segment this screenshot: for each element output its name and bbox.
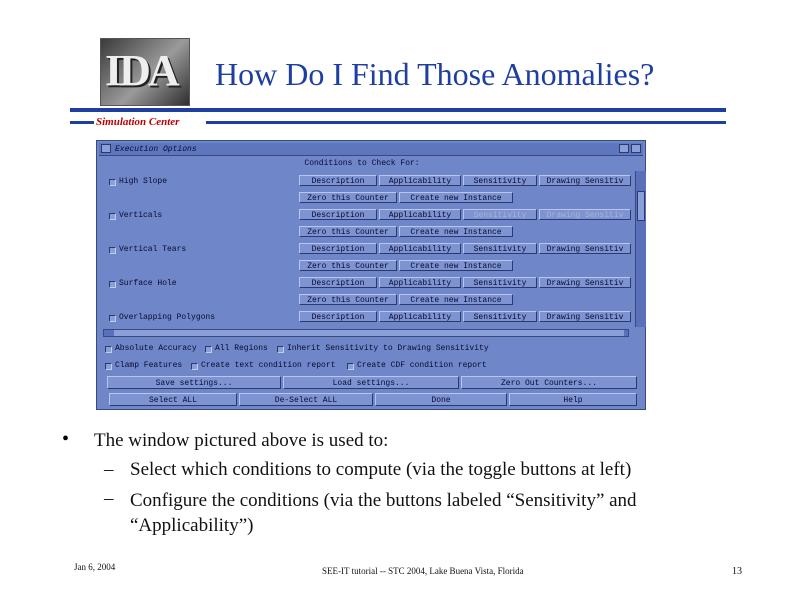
cdf-report-toggle[interactable] (347, 363, 354, 370)
drawing-sensitivity-button[interactable]: Drawing Sensitiv (539, 209, 631, 220)
header-rule (70, 108, 726, 112)
conditions-list (103, 171, 635, 327)
absolute-accuracy-toggle[interactable] (105, 346, 112, 353)
condition-toggle[interactable] (109, 247, 116, 254)
drawing-sensitivity-button[interactable]: Drawing Sensitiv (539, 175, 631, 186)
select-all-button[interactable]: Select ALL (109, 393, 237, 406)
footer-date: Jan 6, 2004 (74, 562, 116, 572)
condition-name: Verticals (119, 211, 163, 220)
header-rule-short (70, 121, 94, 124)
applicability-button[interactable]: Applicability (379, 175, 461, 186)
horizontal-scroll-thumb[interactable] (114, 330, 624, 336)
applicability-button[interactable]: Applicability (379, 311, 461, 322)
option-label: All Regions (215, 344, 268, 353)
section-label: Simulation Center (96, 116, 180, 128)
zero-out-counters-button[interactable]: Zero Out Counters... (461, 376, 637, 389)
sensitivity-button[interactable]: Sensitivity (463, 175, 537, 186)
option-label: Create CDF condition report (357, 361, 487, 370)
load-settings-button[interactable]: Load settings... (283, 376, 459, 389)
applicability-button[interactable]: Applicability (379, 277, 461, 288)
drawing-sensitivity-button[interactable]: Drawing Sensitiv (539, 311, 631, 322)
applicability-button[interactable]: Applicability (379, 243, 461, 254)
dash-icon: – (104, 488, 114, 509)
condition-name: Vertical Tears (119, 245, 187, 254)
window-titlebar[interactable] (99, 143, 643, 156)
option-label: Inherit Sensitivity to Drawing Sensitivity (287, 344, 489, 353)
page-number: 13 (732, 566, 742, 577)
condition-toggle[interactable] (109, 315, 116, 322)
text-report-toggle[interactable] (191, 363, 198, 370)
option-label: Absolute Accuracy (115, 344, 197, 353)
drawing-sensitivity-button[interactable]: Drawing Sensitiv (539, 243, 631, 254)
condition-toggle[interactable] (109, 213, 116, 220)
bullet-sub: Configure the conditions (via the buttons labeled “Sensitivity” and “Applicability”) (130, 490, 637, 536)
help-button[interactable]: Help (509, 393, 637, 406)
sensitivity-button[interactable]: Sensitivity (463, 277, 537, 288)
vertical-scrollbar[interactable] (635, 171, 646, 327)
drawing-sensitivity-button[interactable]: Drawing Sensitiv (539, 277, 631, 288)
save-settings-button[interactable]: Save settings... (107, 376, 281, 389)
footer-event: SEE-IT tutorial -- STC 2004, Lake Buena Vista, Florida (322, 566, 524, 576)
description-button[interactable]: Description (299, 311, 377, 322)
applicability-button[interactable]: Applicability (379, 209, 461, 220)
condition-toggle[interactable] (109, 281, 116, 288)
horizontal-scrollbar[interactable] (103, 329, 629, 337)
create-instance-button[interactable]: Create new Instance (399, 226, 513, 237)
done-button[interactable]: Done (375, 393, 507, 406)
dash-icon: – (104, 459, 114, 480)
condition-name: High Slope (119, 177, 168, 186)
zero-counter-button[interactable]: Zero this Counter (299, 294, 397, 305)
zero-counter-button[interactable]: Zero this Counter (299, 226, 397, 237)
condition-name: Overlapping Polygons (119, 313, 216, 322)
bullet-main: The window pictured above is used to: (94, 430, 389, 451)
option-label: Create text condition report (201, 361, 336, 370)
vertical-scroll-thumb[interactable] (637, 191, 645, 221)
option-label: Clamp Features (115, 361, 183, 370)
description-button[interactable]: Description (299, 243, 377, 254)
description-button[interactable]: Description (299, 209, 377, 220)
zero-counter-button[interactable]: Zero this Counter (299, 260, 397, 271)
sensitivity-button[interactable]: Sensitivity (463, 209, 537, 220)
create-instance-button[interactable]: Create new Instance (399, 260, 513, 271)
condition-toggle[interactable] (109, 179, 116, 186)
inherit-sensitivity-toggle[interactable] (277, 346, 284, 353)
deselect-all-button[interactable]: De-Select ALL (239, 393, 373, 406)
description-button[interactable]: Description (299, 175, 377, 186)
header-rule-right (206, 121, 726, 124)
condition-name: Surface Hole (119, 279, 177, 288)
window-menu-icon[interactable] (101, 144, 111, 153)
sensitivity-button[interactable]: Sensitivity (463, 311, 537, 322)
minimize-icon[interactable] (619, 144, 629, 153)
create-instance-button[interactable]: Create new Instance (399, 294, 513, 305)
conditions-label: Conditions to Check For: (304, 159, 420, 168)
bullet-dot-icon: • (62, 428, 70, 450)
slide-title: How Do I Find Those Anomalies? (215, 56, 655, 92)
bullet-sub: Select which conditions to compute (via the toggle buttons at left) (130, 459, 632, 480)
zero-counter-button[interactable]: Zero this Counter (299, 192, 397, 203)
sensitivity-button[interactable]: Sensitivity (463, 243, 537, 254)
execution-options-window (96, 140, 646, 410)
window-title: Execution Options (115, 145, 197, 154)
ida-logo: IDA (100, 38, 190, 106)
clamp-features-toggle[interactable] (105, 363, 112, 370)
create-instance-button[interactable]: Create new Instance (399, 192, 513, 203)
maximize-icon[interactable] (631, 144, 641, 153)
description-button[interactable]: Description (299, 277, 377, 288)
all-regions-toggle[interactable] (205, 346, 212, 353)
